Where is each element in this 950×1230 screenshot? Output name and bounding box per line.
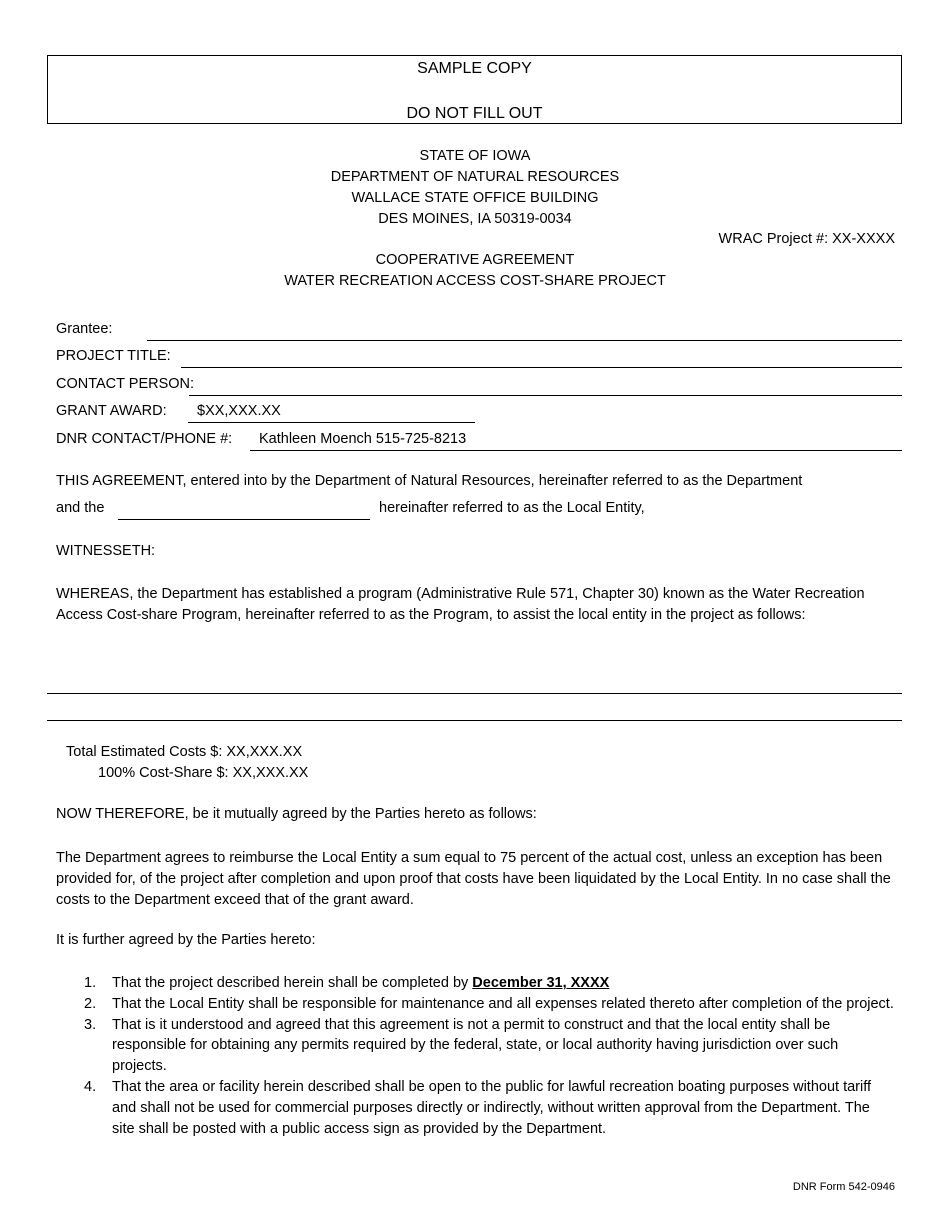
dnr-contact-value: Kathleen Moench 515-725-8213 (259, 431, 467, 447)
agreement-and-the: and the (56, 500, 105, 516)
header-building: WALLACE STATE OFFICE BUILDING (351, 190, 599, 206)
project-description-line-2[interactable] (47, 720, 902, 721)
contact-person-label: CONTACT PERSON: (56, 376, 195, 392)
form-number: DNR Form 542-0946 (792, 1181, 895, 1193)
grant-award-value: $XX,XXX.XX (197, 403, 281, 419)
witnesseth: WITNESSETH: (56, 543, 156, 559)
agreement-intro: THIS AGREEMENT, entered into by the Department of Natural Resources, hereinafter referred to as the Department (56, 473, 803, 489)
sample-copy-banner (47, 55, 902, 124)
reimburse-paragraph: The Department agrees to reimburse the Local Entity a sum equal to 75 percent of the actual cost, unless an exception has been provided for, of the project after completion and upon proof that costs have been liquidated by the Local Entity. In no case shall the costs to the Department exceed that of the grant award. (56, 850, 891, 908)
grant-award-field[interactable] (188, 422, 475, 423)
now-therefore: NOW THEREFORE, be it mutually agreed by the Parties hereto as follows: (56, 806, 537, 822)
terms-list (56, 973, 896, 1139)
dnr-contact-field[interactable] (250, 450, 902, 451)
header-state: STATE OF IOWA (419, 148, 531, 164)
project-title-field[interactable] (181, 367, 902, 368)
term-item (56, 1077, 896, 1139)
agreement-subtitle: WATER RECREATION ACCESS COST-SHARE PROJECT (284, 273, 666, 289)
term-number: 1. (84, 975, 97, 991)
header-department: DEPARTMENT OF NATURAL RESOURCES (330, 169, 620, 185)
project-title-label: PROJECT TITLE: (56, 348, 171, 364)
cost-share: 100% Cost-Share $: XX,XXX.XX (98, 765, 309, 781)
agreement-title: COOPERATIVE AGREEMENT (375, 252, 575, 268)
term-text: That is it understood and agreed that this agreement is not a permit to construct and that the local entity shall be responsible for obtaining any permits required by the federal, state, or local authority having jurisdiction over such projects. (112, 1016, 839, 1075)
project-number: WRAC Project #: XX-XXXX (718, 231, 895, 247)
term-item (56, 973, 896, 994)
grantee-label: Grantee: (56, 321, 113, 337)
local-entity-field[interactable] (118, 519, 370, 520)
further-agreed: It is further agreed by the Parties hereto: (56, 932, 316, 948)
contact-person-field[interactable] (189, 395, 902, 396)
banner-line-sample-copy: SAMPLE COPY (417, 60, 532, 77)
header-city: DES MOINES, IA 50319-0034 (378, 211, 572, 227)
term-number: 3. (84, 1016, 97, 1033)
term-text: That the Local Entity shall be responsible for maintenance and all expenses related thereto after completion of the project. (112, 995, 894, 1012)
total-estimated-costs: Total Estimated Costs $: XX,XXX.XX (66, 744, 303, 760)
term-text: That the project described herein shall be completed by (112, 975, 473, 991)
term-number: 2. (84, 995, 97, 1012)
grant-award-label: GRANT AWARD: (56, 403, 167, 419)
banner-line-do-not-fill: DO NOT FILL OUT (406, 105, 543, 122)
grantee-field[interactable] (147, 340, 902, 341)
dnr-contact-label: DNR CONTACT/PHONE #: (56, 431, 233, 447)
agreement-intro-suffix: hereinafter referred to as the Local Entity, (379, 500, 645, 516)
project-description-line-1[interactable] (47, 693, 902, 694)
term-item (56, 1015, 896, 1077)
term-item (56, 994, 896, 1015)
completion-date: December 31, XXXX (472, 975, 610, 991)
term-number: 4. (84, 1078, 97, 1095)
term-text: That the area or facility herein described shall be open to the public for lawful recreation boating purposes without tariff and shall not be used for commercial purposes directly or indirectly, without written approval from the Department. The site shall be posted with a public access sign as provided by the Department. (112, 1078, 872, 1137)
whereas-paragraph: WHEREAS, the Department has established a program (Administrative Rule 571, Chapter 30) known as the Water Recreation Access Cost-share Program, hereinafter referred to as the Program, to assist the local entity in the project as follows: (56, 586, 865, 623)
